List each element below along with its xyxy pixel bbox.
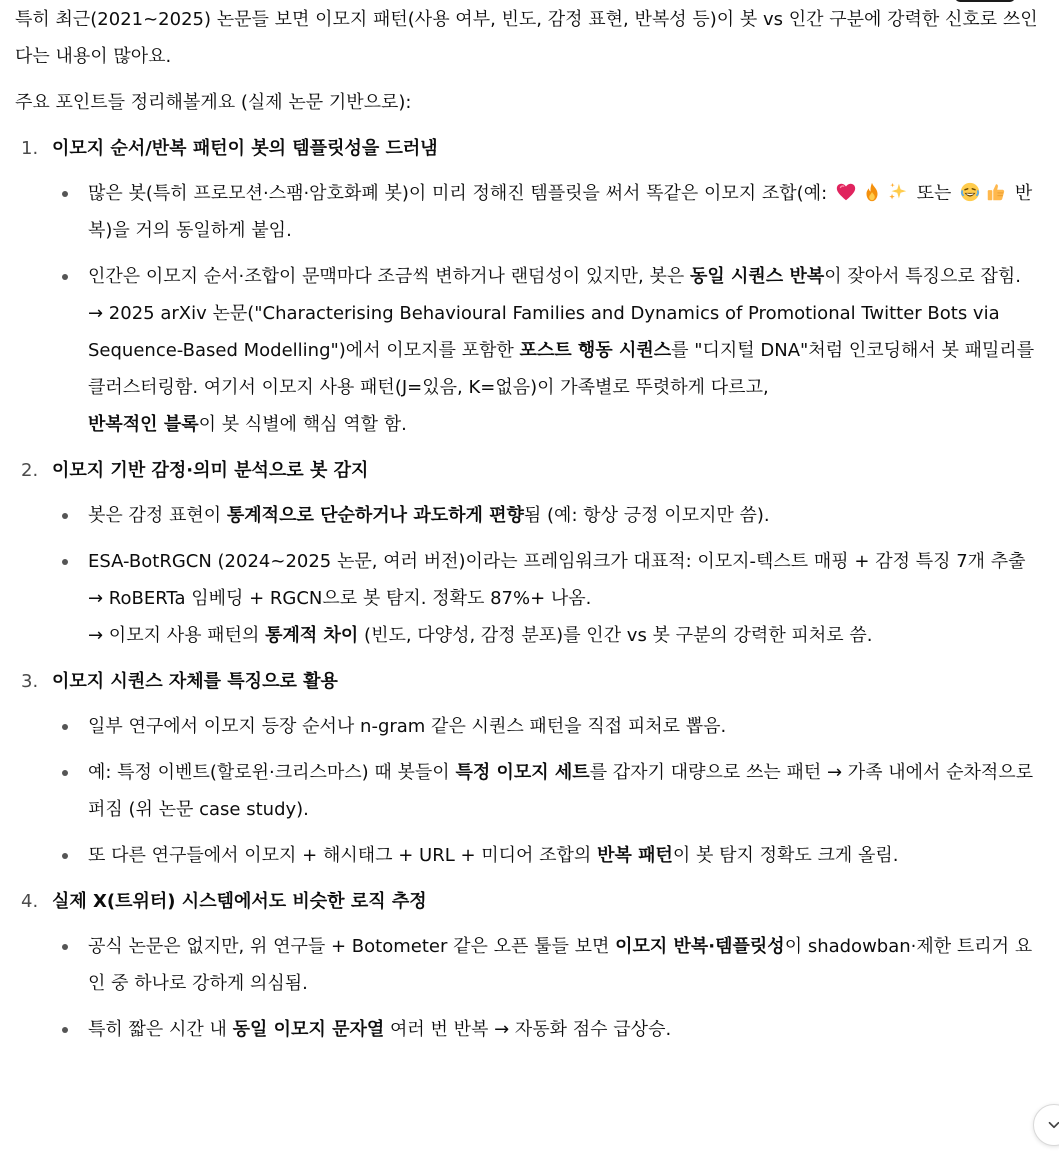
bullet-text: 이 잦아서 특징으로 잡힘. [824, 266, 1022, 287]
list-item [52, 708, 1045, 745]
list-item [52, 837, 1045, 874]
bullet-text: 이 shadowban·제한 트리거 요인 중 하나로 강하게 의심됨. [88, 936, 1033, 994]
section-number: 2. [21, 460, 39, 481]
bullet-text: → 2025 arXiv 논문("Characterising Behavioural Families and Dynamics of Promotional Twitter Bots via Sequence-Based Modelling")에서 이모지를 포함한 [88, 303, 1000, 361]
bold-text: 통계적으로 단순하거나 과도하게 편향 [226, 505, 524, 526]
section-title: 이모지 기반 감정·의미 분석으로 봇 감지 [52, 460, 369, 481]
bullet-text: 를 갑자기 대량으로 쓰는 패턴 → 가족 내에서 순차적으로 퍼짐 (위 논문 case study). [88, 762, 1034, 820]
bullet-text: 또는 [916, 183, 952, 204]
bullet-text: 이 봇 탐지 정확도 크게 올림. [672, 845, 899, 866]
bold-text: 특정 이모지 세트 [455, 762, 590, 783]
section-title: 이모지 순서/반복 패턴이 봇의 템플릿성을 드러냄 [52, 138, 438, 159]
bullet-list [52, 708, 1045, 874]
assistant-message [15, 1, 1045, 1057]
bold-text: 이모지 반복·템플릿성 [615, 936, 785, 957]
bold-text: 동일 시퀀스 반복 [689, 266, 825, 287]
section-3 [15, 663, 1045, 874]
bullet-text: 여러 번 반복 → 자동화 점수 급상승. [390, 1019, 672, 1040]
bullet-text: 반복)을 거의 동일하게 붙임. [88, 183, 1033, 241]
bold-text: 통계적 차이 [265, 625, 359, 646]
chevron-down-icon [1045, 1116, 1059, 1134]
section-title: 이모지 시퀀스 자체를 특징으로 활용 [52, 671, 338, 692]
list-item [52, 175, 1045, 249]
bullet-text: 됨 (예: 항상 긍정 이모지만 씀). [523, 505, 770, 526]
intro-summary [15, 84, 1045, 121]
list-item [52, 543, 1045, 654]
section-number: 4. [21, 891, 39, 912]
bold-text: 동일 이모지 문자열 [232, 1019, 385, 1040]
list-item [52, 754, 1045, 828]
sparkles-icon [887, 181, 909, 203]
bold-text: 포스트 행동 시퀀스 [519, 340, 672, 361]
bullet-text: → 이모지 사용 패턴의 [88, 625, 260, 646]
section-number: 1. [21, 138, 39, 159]
bullet-text: (빈도, 다양성, 감정 분포)를 인간 vs 봇 구분의 강력한 피처로 씀. [364, 625, 873, 646]
bullet-text: 이 봇 식별에 핵심 역할 함. [198, 414, 407, 435]
bold-text: 반복적인 블록 [88, 414, 199, 435]
bullet-text: 또 다른 연구들에서 이모지 + 해시태그 + URL + 미디어 조합의 [88, 845, 592, 866]
section-number: 3. [21, 671, 39, 692]
bullet-list [52, 175, 1045, 443]
intro-summary-text: 주요 포인트들 정리해볼게요 (실제 논문 기반으로): [15, 92, 412, 113]
list-item [52, 258, 1045, 443]
section-1 [15, 130, 1045, 443]
bullet-list [52, 497, 1045, 654]
bullet-text: 특히 짧은 시간 내 [88, 1019, 227, 1040]
fire-icon [861, 181, 883, 203]
numbered-list [15, 130, 1045, 1048]
bullet-text: 봇은 감정 표현이 [88, 505, 222, 526]
bullet-list [52, 928, 1045, 1048]
intro-paragraph [15, 1, 1045, 75]
bullet-text: 를 "디지털 DNA"처럼 인코딩해서 봇 패밀리를 클러스터링함. 여기서 이모지 사용 패턴(J=있음, K=없음)이 가족별로 뚜렷하게 다르고, [88, 340, 1035, 398]
bullet-text: 공식 논문은 없지만, 위 연구들 + Botometer 같은 오픈 툴들 보면 [88, 936, 610, 957]
list-item [52, 928, 1045, 1002]
bullet-text: 인간은 이모지 순서·조합이 문맥마다 조금씩 변하거나 랜덤성이 있지만, 봇은 [88, 266, 685, 287]
bullet-text: 예: 특정 이벤트(할로윈·크리스마스) 때 봇들이 [88, 762, 450, 783]
scroll-to-bottom-button[interactable] [1033, 1104, 1059, 1146]
section-title: 실제 X(트위터) 시스템에서도 비슷한 로직 추정 [52, 891, 427, 912]
intro-text: 특히 최근(2021~2025) 논문들 보면 이모지 패턴(사용 여부, 빈도, 감정 표현, 반복성 등)이 봇 vs 인간 구분에 강력한 신호로 쓰인다는 내용이 많아요. [15, 9, 1038, 67]
list-item [52, 497, 1045, 534]
heart-icon [835, 181, 857, 203]
laughing-face-icon [959, 181, 981, 203]
thumbs-up-icon [985, 181, 1007, 203]
bullet-text: 일부 연구에서 이모지 등장 순서나 n-gram 같은 시퀀스 패턴을 직접 피처로 뽑음. [88, 716, 727, 737]
section-4 [15, 883, 1045, 1048]
bullet-text: ESA-BotRGCN (2024~2025 논문, 여러 버전)이라는 프레임워크가 대표적: 이모지-텍스트 매핑 + 감정 특징 7개 추출 → RoBERTa 임베딩 + RGCN으로 봇 탐지. 정확도 87%+ 나옴. [88, 551, 1026, 609]
section-2 [15, 452, 1045, 654]
bullet-text: 많은 봇(특히 프로모션·스팸·암호화폐 봇)이 미리 정해진 템플릿을 써서 똑같은 이모지 조합(예: [88, 183, 828, 204]
bold-text: 반복 패턴 [597, 845, 673, 866]
list-item [52, 1011, 1045, 1048]
